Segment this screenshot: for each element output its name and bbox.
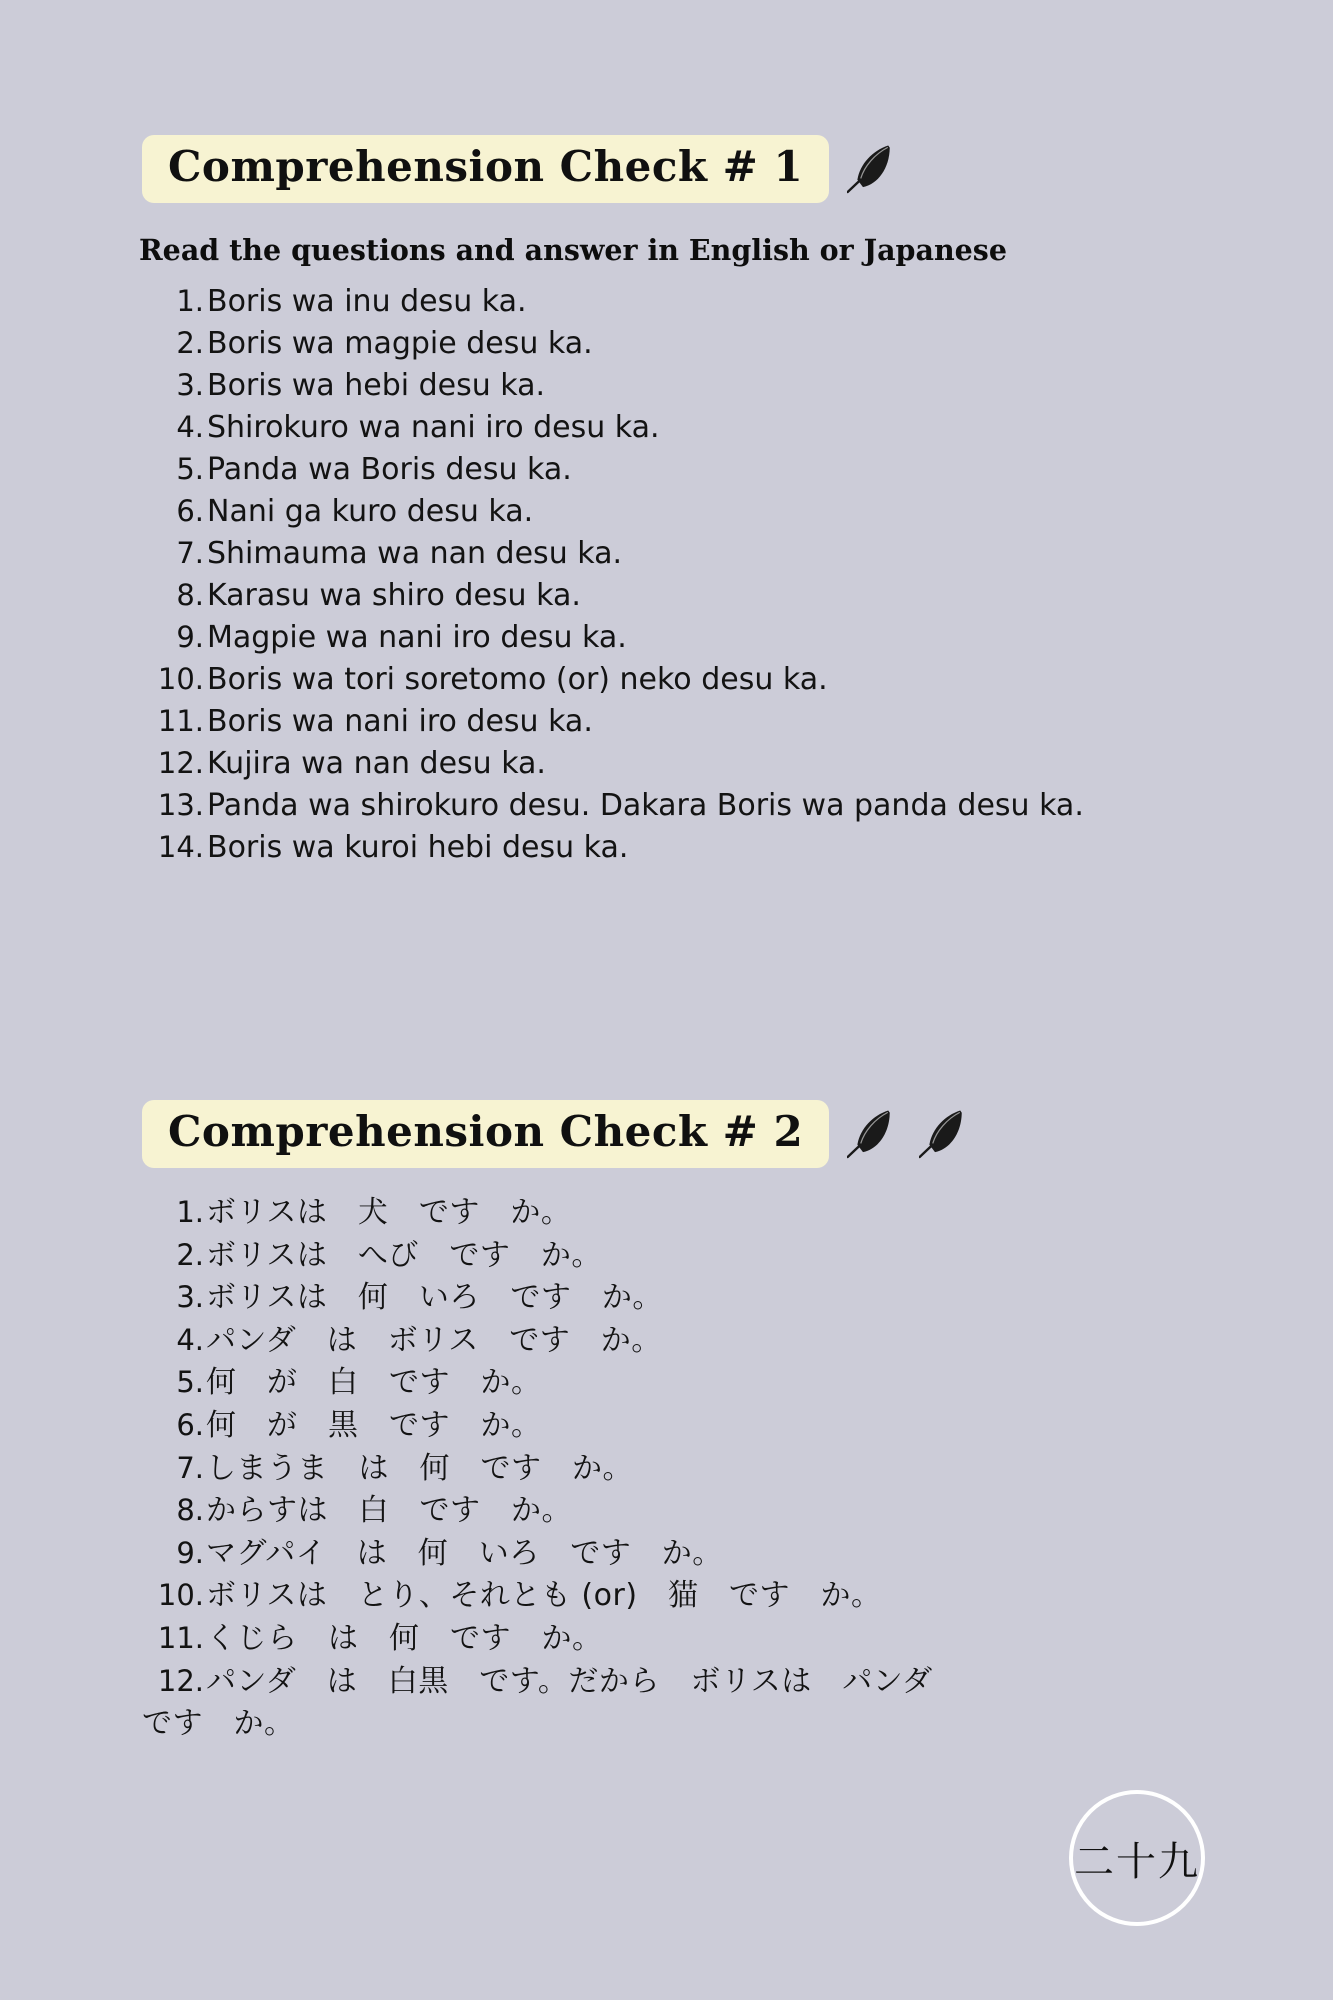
item-text: Panda wa Boris desu ka. bbox=[207, 452, 572, 488]
list-item bbox=[142, 1235, 973, 1278]
item-text: ボリスは 犬 です か。 bbox=[206, 1195, 572, 1231]
item-number: 1. bbox=[176, 1195, 204, 1230]
item-number: 9. bbox=[176, 1535, 204, 1570]
item-number: 4. bbox=[176, 1322, 204, 1357]
list-item bbox=[142, 1192, 973, 1235]
page-number-medallion bbox=[1069, 1790, 1205, 1926]
list-item bbox=[142, 365, 1084, 407]
item-text: ボリスは 何 いろ です か。 bbox=[206, 1280, 663, 1316]
list-item bbox=[142, 449, 1084, 491]
item-number: 5. bbox=[176, 452, 204, 487]
item-text: Boris wa kuroi hebi desu ka. bbox=[207, 830, 629, 866]
item-number: 8. bbox=[176, 1493, 204, 1528]
list-item bbox=[142, 533, 1084, 575]
list-item bbox=[142, 743, 1084, 785]
section-2-title: Comprehension Check # 2 bbox=[168, 1107, 804, 1156]
item-text: Shirokuro wa nani iro desu ka. bbox=[207, 410, 660, 446]
list-item bbox=[142, 1661, 973, 1704]
item-text: Panda wa shirokuro desu. Dakara Boris wa panda desu ka. bbox=[207, 788, 1084, 824]
item-text: Karasu wa shiro desu ka. bbox=[207, 578, 581, 614]
section-2-heading-row bbox=[142, 1100, 973, 1168]
item-number: 12. bbox=[157, 746, 204, 781]
list-item bbox=[142, 659, 1084, 701]
item-number: 3. bbox=[176, 1280, 204, 1315]
list-item bbox=[142, 1362, 973, 1405]
item-number: 1. bbox=[176, 284, 204, 319]
item-number: 2. bbox=[176, 1237, 204, 1272]
section-1-title: Comprehension Check # 1 bbox=[168, 142, 804, 191]
item-text: パンダ は ボリス です か。 bbox=[206, 1322, 662, 1358]
item-text: Shimauma wa nan desu ka. bbox=[207, 536, 623, 572]
item-number: 13. bbox=[157, 788, 204, 823]
section-comprehension-check-2 bbox=[142, 1100, 973, 1746]
list-item bbox=[142, 491, 1084, 533]
item-number: 11. bbox=[157, 704, 204, 739]
list-item bbox=[142, 1405, 973, 1448]
item-number: 3. bbox=[176, 368, 204, 403]
item-text: 何 が 白 です か。 bbox=[206, 1365, 542, 1401]
item-number: 6. bbox=[176, 1408, 204, 1443]
item-text: Magpie wa nani iro desu ka. bbox=[207, 620, 627, 656]
list-item bbox=[142, 1320, 973, 1363]
item-number: 6. bbox=[176, 494, 204, 529]
item-text: Boris wa nani iro desu ka. bbox=[207, 704, 593, 740]
item-number: 7. bbox=[176, 1450, 204, 1485]
list-item bbox=[142, 701, 1084, 743]
item-text: くじら は 何 です か。 bbox=[206, 1621, 603, 1657]
list-item bbox=[142, 575, 1084, 617]
feather-icon bbox=[919, 1102, 973, 1166]
item-text: Boris wa magpie desu ka. bbox=[207, 326, 593, 362]
feather-icon bbox=[847, 137, 901, 201]
item-text: Nani ga kuro desu ka. bbox=[207, 494, 534, 530]
section-comprehension-check-1 bbox=[139, 135, 1084, 869]
item-text: パンダ は 白黒 です。だから ボリスは パンダ bbox=[206, 1663, 933, 1699]
list-item bbox=[142, 1618, 973, 1661]
list-item bbox=[142, 785, 1084, 827]
list-item bbox=[142, 617, 1084, 659]
item-number: 8. bbox=[176, 578, 204, 613]
item-text: しまうま は 何 です か。 bbox=[206, 1450, 633, 1486]
list-item bbox=[142, 1575, 973, 1618]
item-text: Kujira wa nan desu ka. bbox=[207, 746, 546, 782]
item-number: 4. bbox=[176, 410, 204, 445]
item-number: 7. bbox=[176, 536, 204, 571]
page-number-text: 二十九 bbox=[1074, 1838, 1200, 1885]
section-1-instruction: Read the questions and answer in English or Japanese bbox=[139, 233, 1007, 268]
item-number: 5. bbox=[176, 1365, 204, 1400]
item-number: 10. bbox=[157, 662, 204, 697]
item-text: Boris wa tori soretomo (or) neko desu ka. bbox=[207, 662, 828, 698]
item-number: 10. bbox=[157, 1578, 204, 1613]
item-number: 2. bbox=[176, 326, 204, 361]
item-number: 12. bbox=[157, 1663, 204, 1698]
list-item bbox=[142, 1490, 973, 1533]
list-item bbox=[142, 1533, 973, 1576]
item-text: Boris wa inu desu ka. bbox=[207, 284, 527, 320]
item-text: ボリスは とり、それとも (or) 猫 です か。 bbox=[206, 1578, 882, 1614]
item-number: 14. bbox=[157, 830, 204, 865]
item-text: 何 が 黒 です か。 bbox=[206, 1408, 542, 1444]
list-item bbox=[142, 281, 1084, 323]
item-text: ボリスは へび です か。 bbox=[206, 1237, 602, 1273]
item-text: からすは 白 です か。 bbox=[206, 1493, 572, 1529]
item-text: マグパイ は 何 いろ です か。 bbox=[206, 1535, 723, 1571]
item-number: 9. bbox=[176, 620, 204, 655]
section-2-banner bbox=[142, 1100, 829, 1168]
list-item bbox=[142, 407, 1084, 449]
section-1-heading-row bbox=[142, 135, 1084, 203]
list-item bbox=[142, 1277, 973, 1320]
list-item bbox=[142, 323, 1084, 365]
item-number: 11. bbox=[157, 1621, 204, 1656]
item-text: Boris wa hebi desu ka. bbox=[207, 368, 546, 404]
item-text-continuation: です か。 bbox=[142, 1706, 295, 1742]
section-1-banner bbox=[142, 135, 829, 203]
list-item bbox=[142, 1448, 973, 1491]
section-1-question-list bbox=[142, 281, 1084, 869]
feather-icon bbox=[847, 1102, 901, 1166]
list-item bbox=[142, 827, 1084, 869]
section-2-question-list bbox=[142, 1192, 973, 1703]
